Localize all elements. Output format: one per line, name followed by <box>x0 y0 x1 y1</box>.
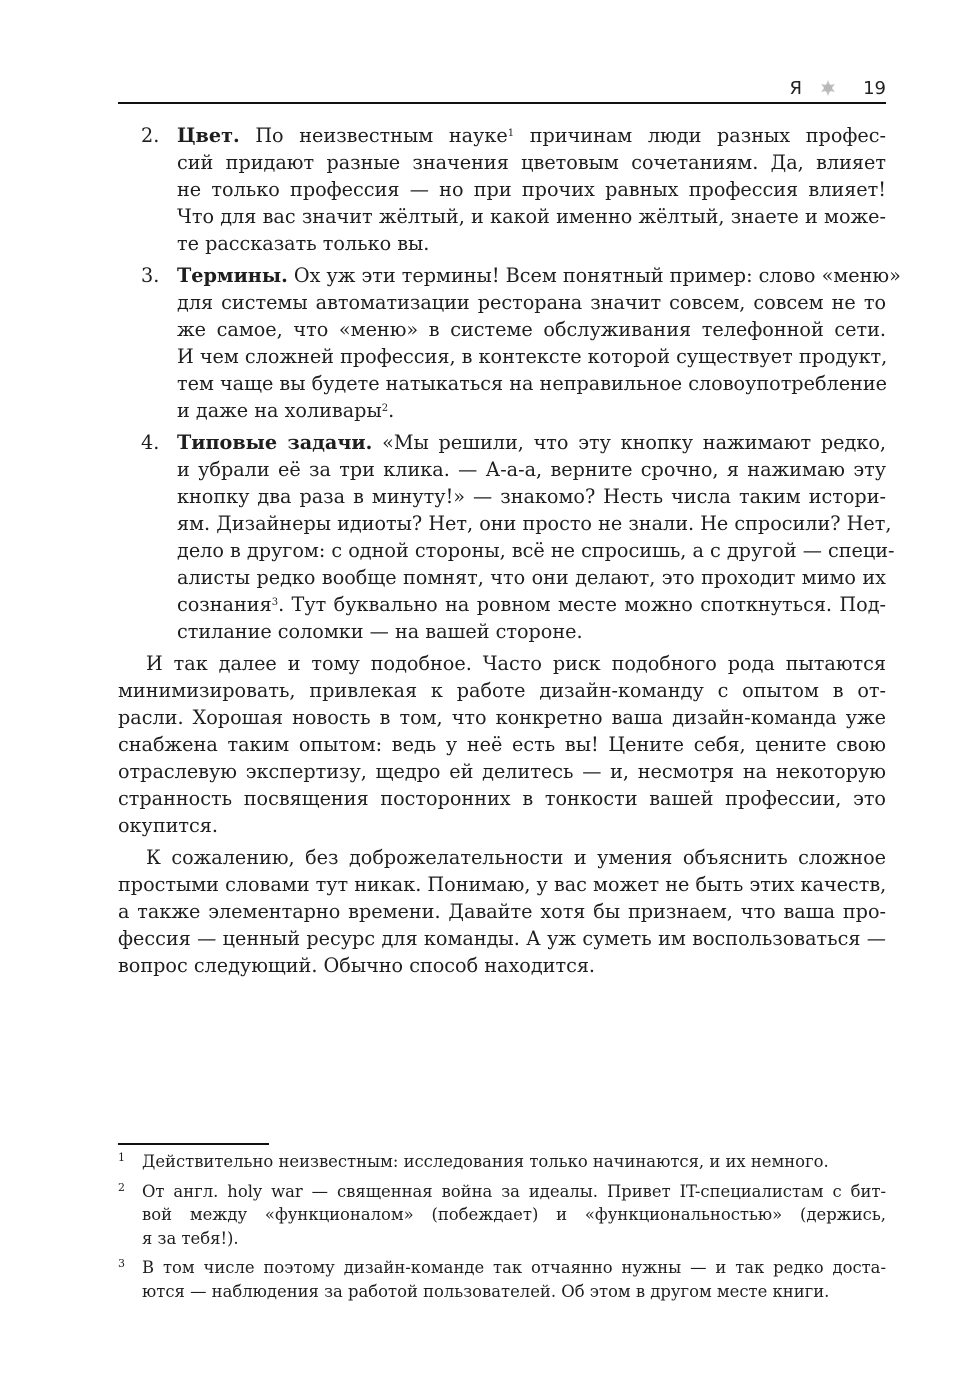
text-line: а также элементарно времени. Давайте хотя бы признаем, что ваша про- <box>118 900 886 923</box>
text-line: От англ. holy war — священная война за идеалы. Привет IT-специалистам с бит- <box>142 1181 886 1201</box>
footnote <box>118 1150 886 1174</box>
text-line: ям. Дизайнеры идиоты? Нет, они просто не знали. Не спросили? Нет, <box>177 512 892 535</box>
footnote <box>118 1256 886 1303</box>
footnote-number: 3 <box>118 1257 125 1270</box>
text-line: дело в другом: с одной стороны, всё не спросишь, а с другой — специ- <box>177 539 895 562</box>
list-item <box>118 262 901 424</box>
text-line: ются — наблюдения за работой пользователей. Об этом в другом месте книги. <box>142 1281 830 1301</box>
page-number: 19 <box>863 78 886 99</box>
text-line: кнопку два раза в минуту!» — знакомо? Несть числа таким истори- <box>177 485 886 508</box>
text-line: для системы автоматизации ресторана значит совсем, совсем не то <box>177 291 886 314</box>
text-line: снабжена таким опытом: ведь у неё есть вы! Цените себя, цените свою <box>118 733 886 756</box>
text-line: и убрали её за три клика. — А-а-а, верните срочно, я нажимаю эту <box>177 458 886 481</box>
text-line: И чем сложней профессия, в контексте которой существует продукт, <box>177 345 888 368</box>
text-line: Цвет. По неизвестным науке$^1$ причинам люди разных профес- <box>177 124 886 147</box>
footnote-rule <box>118 1143 269 1145</box>
footnote-ref[interactable]: 3 <box>271 597 279 608</box>
text-line: вопрос следующий. Обычно способ находится. <box>118 954 596 977</box>
footnotes <box>118 1150 886 1309</box>
footnote <box>118 1180 886 1251</box>
list-item <box>118 429 895 645</box>
text-line: Действительно неизвестным: исследования только начинаются, и их немного. <box>142 1152 829 1171</box>
text-line: стилание соломки — на вашей стороне. <box>177 620 583 643</box>
text-line: и даже на холивары$^2$. <box>177 399 395 422</box>
text-line: окупится. <box>118 814 218 837</box>
footnote-number: 1 <box>118 1151 125 1164</box>
text-line: я за тебя!). <box>142 1228 239 1248</box>
text-line: странность посвящения посторонних в тонкости вашей профессии, это <box>118 787 886 810</box>
footnote-number: 2 <box>118 1180 125 1194</box>
header-rule <box>118 102 886 104</box>
list-item-number: 3. <box>141 264 160 287</box>
list-item-number: 2. <box>141 124 160 147</box>
paragraph <box>118 844 886 979</box>
page-body <box>118 122 901 979</box>
list-item <box>118 122 886 257</box>
text-line: не только профессия — но при прочих равных профессия влияет! <box>177 178 886 201</box>
text-line: сознания$^3$. Тут буквально на ровном месте можно споткнуться. Под- <box>177 593 886 616</box>
text-line: минимизировать, привлекая к работе дизайн-команду с опытом в от- <box>118 679 886 702</box>
text-line: фессия — ценный ресурс для команды. А уж суметь им воспользоваться — <box>118 927 886 950</box>
text-line: Типовые задачи. «Мы решили, что эту кнопку нажимают редко, <box>177 431 886 454</box>
list-item-title: Цвет. <box>177 124 240 147</box>
text-line: расли. Хорошая новость в том, что конкретно ваша дизайн-команда уже <box>118 706 886 729</box>
text-line: вой между «функционалом» (побеждает) и «функциональностью» (держись, <box>142 1205 886 1224</box>
text-line: И так далее и тому подобное. Часто риск подобного рода пытаются <box>146 652 886 675</box>
text-line: простыми словами тут никак. Понимаю, у вас может не быть этих качеств, <box>118 873 887 896</box>
footnote-ref[interactable]: 2 <box>381 403 389 414</box>
text-line: Термины. Ох уж эти термины! Всем понятный пример: слово «меню» <box>177 264 901 287</box>
text-line: же самое, что «меню» в системе обслуживания телефонной сети. <box>177 318 886 341</box>
chapter-title: Я <box>789 78 802 99</box>
text-line: Что для вас значит жёлтый, и какой именно жёлтый, знаете и може- <box>177 205 886 228</box>
text-line: В том числе поэтому дизайн-команде так отчаянно нужны — и так редко доста- <box>142 1258 886 1277</box>
paragraph <box>118 650 886 839</box>
footnote-ref[interactable]: 1 <box>507 128 515 139</box>
text-line: отраслевую экспертизу, щедро ей делитесь — и, несмотря на некоторую <box>118 760 886 783</box>
text-line: те рассказать только вы. <box>177 232 430 255</box>
text-line: тем чаще вы будете натыкаться на неправильное словоупотребление <box>177 372 887 395</box>
text-line: сий придают разные значения цветовым сочетаниям. Да, влияет <box>177 151 886 174</box>
text-line: К сожалению, без доброжелательности и умения объяснить сложное <box>146 846 886 869</box>
star-burst-icon <box>818 78 838 98</box>
text-line: алисты редко вообще помнят, что они делают, это проходит мимо их <box>177 566 886 589</box>
list-item-number: 4. <box>141 431 160 454</box>
list-item-title: Типовые задачи. <box>177 431 373 454</box>
running-header <box>118 74 886 102</box>
list-item-title: Термины. <box>177 264 288 287</box>
